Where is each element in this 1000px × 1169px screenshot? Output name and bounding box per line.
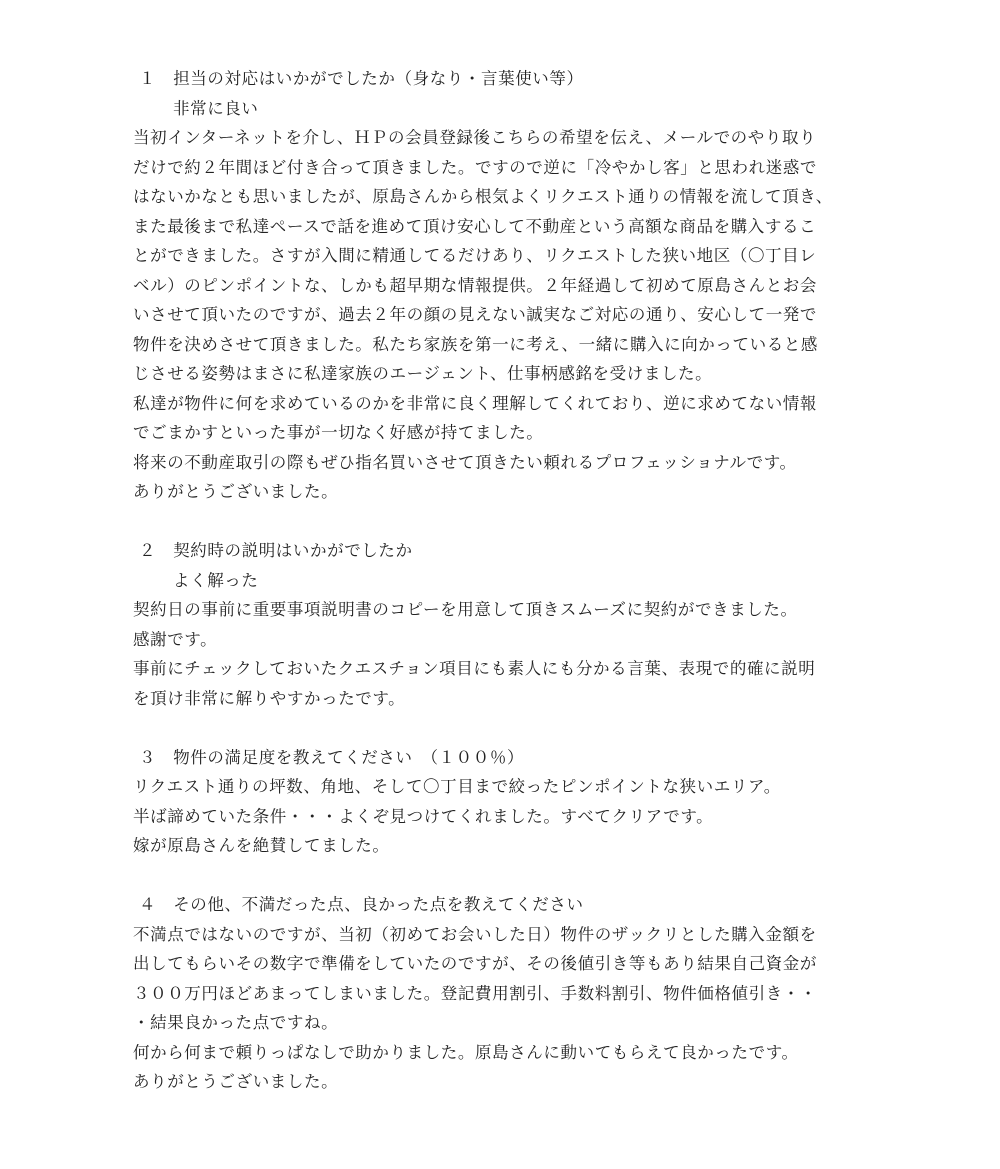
section-3-heading: ３ 物件の満足度を教えてください （１００％） [139, 747, 525, 767]
section-2-body-line: 契約日の事前に重要事項説明書のコピーを用意して頂きスムーズに契約ができました。 [133, 600, 798, 619]
section-4-body-line: 何から何まで頼りっぱなしで助かりました。原島さんに動いてもらえて良かったです。 [133, 1042, 799, 1062]
section-1-body-line: 物件を決めさせて頂きました。私たち家族を第一に考え、一緒に購入に向かっていると感 [133, 334, 818, 354]
section-1-body-line: ありがとうございました。 [133, 482, 339, 501]
section-1-body-line: 私達が物件に何を求めているのかを非常に良く理解してくれており、逆に求めてない情報 [133, 393, 817, 413]
section-1-body-line: ベル）のピンポイントな、しかも超早期な情報提供。２年経過して初めて原島さんとお会 [133, 275, 817, 295]
section-2-answer: よく解った [173, 570, 259, 590]
section-4-body-line: ありがとうございました。 [133, 1072, 339, 1091]
section-3 [133, 743, 893, 861]
section-1-body-line: だけで約２年間ほど付き合って頂きました。ですので逆に「冷やかし客」と思われ迷惑で [133, 157, 817, 177]
survey-document [133, 64, 893, 1097]
section-1-body-line: でごまかすといった事が一切なく好感が持てました。 [133, 423, 544, 442]
section-1-body-line: また最後まで私達ペースで話を進めて頂け安心して不動産という高額な商品を購入するこ [133, 216, 817, 236]
section-4-body-line: 不満点ではないのですが、当初（初めてお会いした日）物件のザックリとした購入金額を [133, 924, 817, 944]
section-3-body-line: 嫁が原島さんを絶賛してました。 [133, 836, 390, 855]
section-1-body-line: いさせて頂いたのですが、過去２年の顔の見えない誠実なご対応の通り、安心して一発で [133, 305, 817, 324]
section-1-answer: 非常に良い [173, 98, 259, 118]
section-1-body-line: 当初インターネットを介し、ＨＰの会員登録後こちらの希望を伝え、メールでのやり取り [133, 128, 817, 147]
section-1-heading: １ 担当の対応はいかがでしたか（身なり・言葉使い等） [139, 69, 584, 88]
section-2-heading: ２ 契約時の説明はいかがでしたか [139, 541, 413, 560]
section-spacer [133, 713, 893, 743]
section-4 [133, 890, 893, 1097]
section-4-heading: ４ その他、不満だった点、良かった点を教えてください [139, 895, 584, 914]
section-2 [133, 536, 893, 713]
section-spacer [133, 861, 893, 891]
section-1-body-line: とができました。さすが入間に精通してるだけあり、リクエストした狭い地区（〇丁目レ [133, 246, 817, 265]
section-2-body-line: を頂け非常に解りやすかったです。 [133, 688, 406, 708]
section-1 [133, 64, 893, 507]
section-3-body-line: リクエスト通りの坪数、角地、そして〇丁目まで絞ったピンポイントな狭いエリア。 [133, 777, 781, 796]
section-1-body-line: 将来の不動産取引の際もぜひ指名買いさせて頂きたい頼れるプロフェッショナルです。 [133, 452, 797, 472]
section-3-body-line: 半ば諦めていた条件・・・よくぞ見つけてくれました。すべてクリアです。 [133, 806, 714, 826]
section-1-body-line: じさせる姿勢はまさに私達家族のエージェント、仕事柄感銘を受けました。 [133, 364, 713, 383]
section-2-body-line: 感謝です。 [133, 629, 218, 649]
section-4-body-line: ・結果良かった点ですね。 [133, 1013, 339, 1032]
section-4-body-line: 出してもらいその数字で準備をしていたのですが、その後値引き等もあり結果自己資金が [133, 954, 817, 973]
section-2-body-line: 事前にチェックしておいたクエスチョン項目にも素人にも分かる言葉、表現で的確に説明 [133, 659, 816, 678]
section-spacer [133, 507, 893, 537]
section-4-body-line: ３００万円ほどあまってしまいました。登記費用割引、手数料割引、物件価格値引き・・ [133, 983, 817, 1003]
section-1-body-line: はないかなとも思いましたが、原島さんから根気よくリクエスト通りの情報を流して頂き、 [133, 187, 833, 206]
